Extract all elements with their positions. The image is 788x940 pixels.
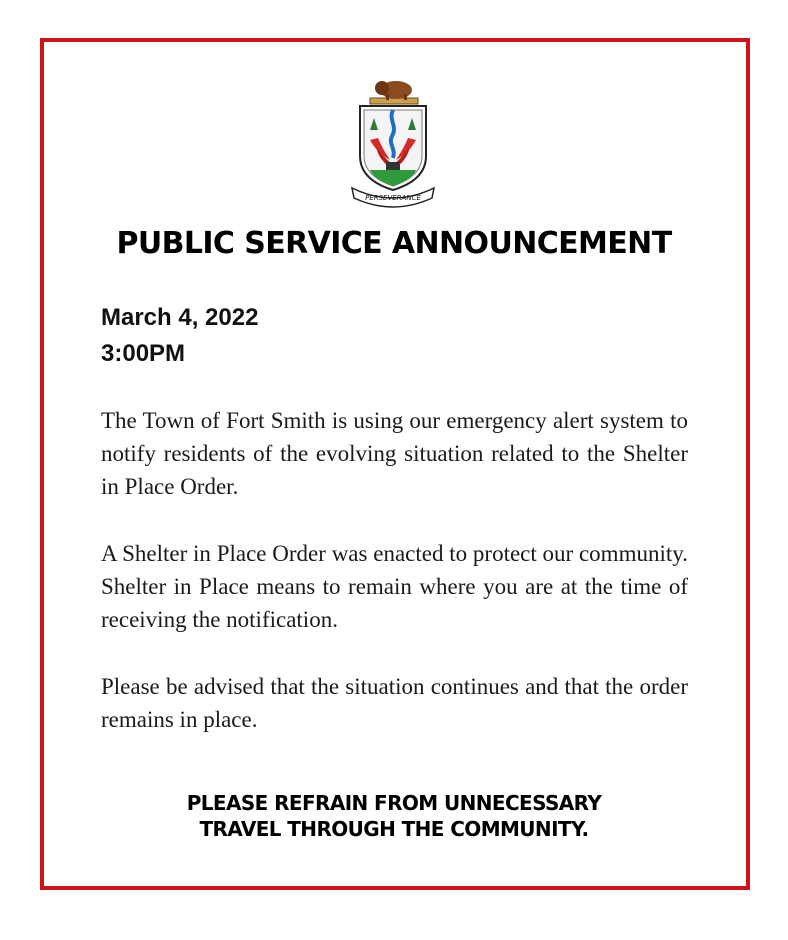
closing-line-1: PLEASE REFRAIN FROM UNNECESSARY [186,791,602,815]
paragraph-alert-system: The Town of Fort Smith is using our emergency alert system to notify residents of the evolving situation related to the Shelter in Place Order. [101,408,688,499]
bison-icon [370,81,418,104]
page-title: PUBLIC SERVICE ANNOUNCEMENT [116,226,672,261]
town-crest [348,76,438,210]
shield-icon [360,106,426,190]
paragraph-shelter-definition: A Shelter in Place Order was enacted to protect our community. Shelter in Place means to remain where you are at the time of receiving the notification. [101,541,688,632]
closing-line-2: TRAVEL THROUGH THE COMMUNITY. [199,817,589,841]
announcement-date: March 4, 2022 [101,304,259,331]
crest-motto: PERSEVERANCE [365,194,421,202]
announcement-time: 3:00PM [101,340,186,367]
closing-notice [60,790,728,842]
paragraph-order-status: Please be advised that the situation continues and that the order remains in place. [101,674,688,732]
